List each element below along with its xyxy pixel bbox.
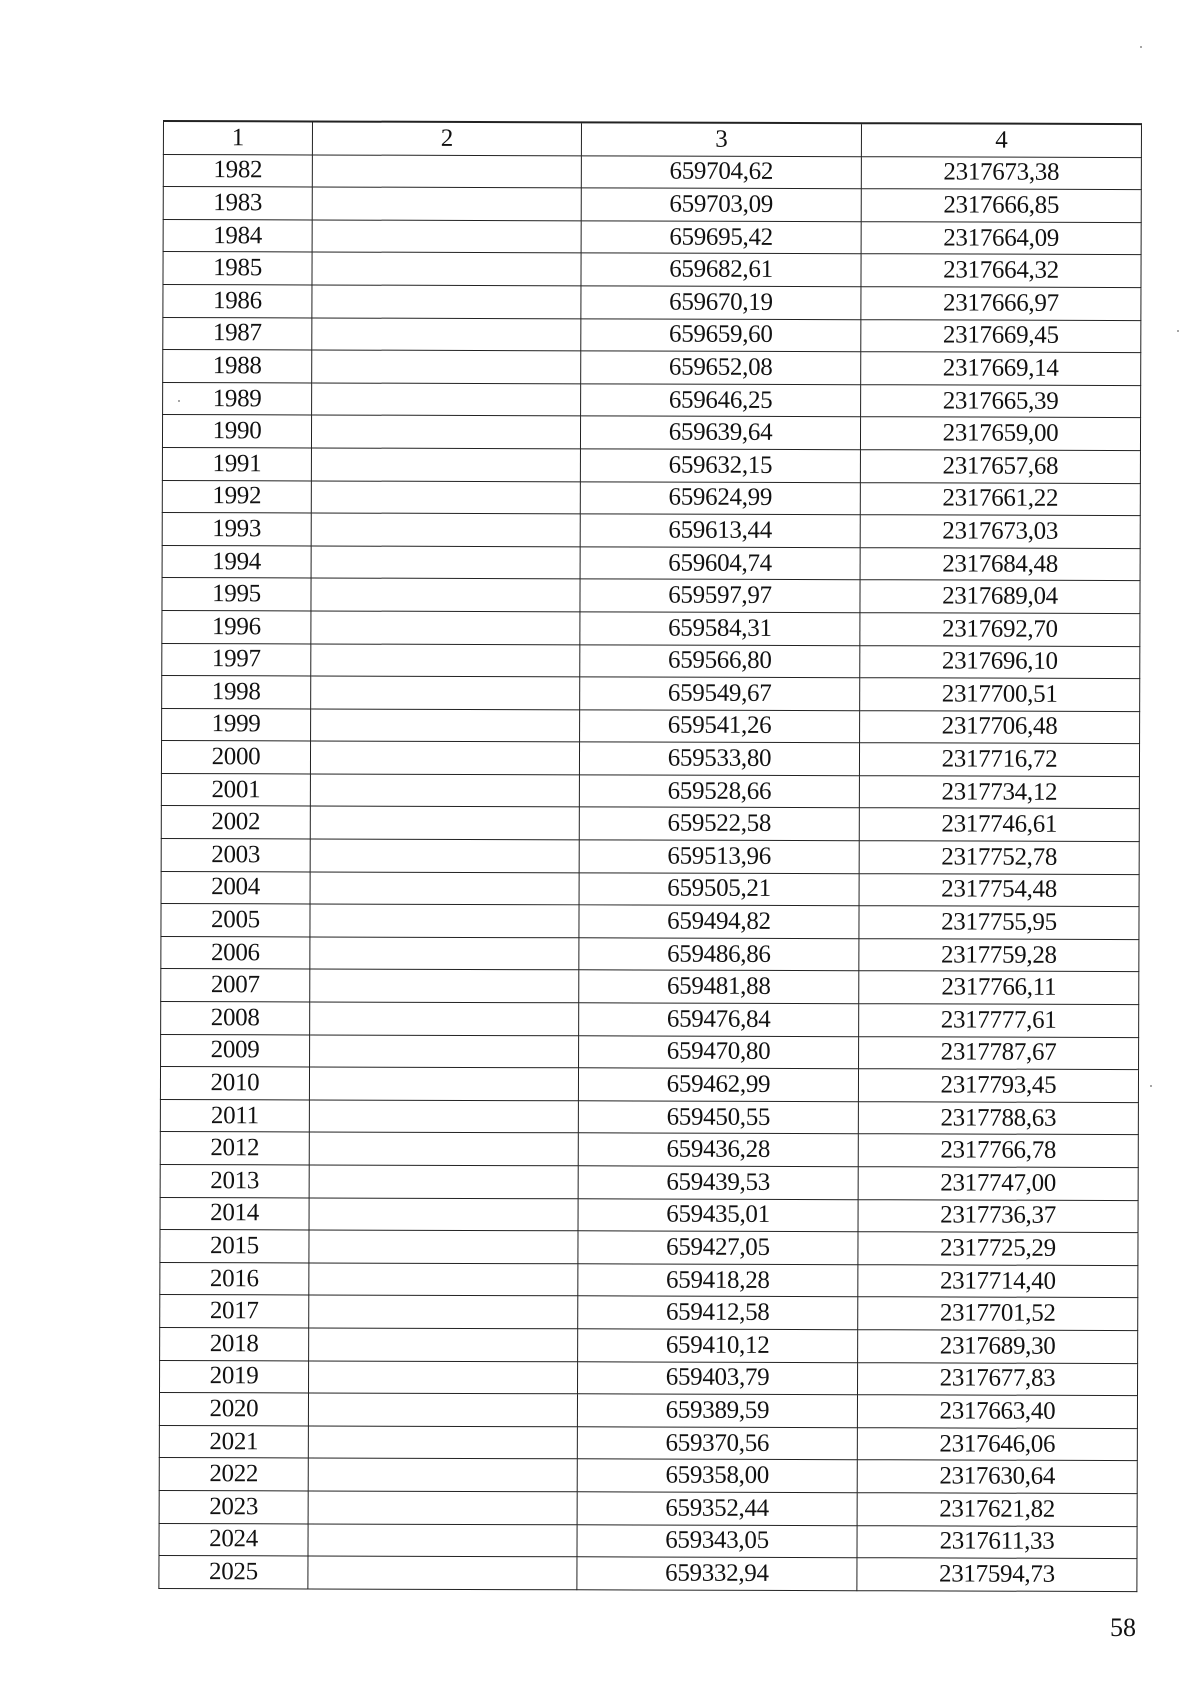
column-header-2: 2 (312, 121, 581, 155)
empty-cell (311, 676, 580, 709)
y-coordinate-cell: 2317793,45 (858, 1069, 1138, 1102)
point-number-cell: 2018 (160, 1327, 309, 1360)
point-number-cell: 2014 (160, 1197, 309, 1230)
x-coordinate-cell: 659352,44 (577, 1492, 857, 1525)
table-row (160, 1197, 1138, 1233)
y-coordinate-cell: 2317646,06 (857, 1427, 1137, 1460)
table-header (163, 121, 1141, 157)
empty-cell (312, 155, 581, 188)
empty-cell (310, 872, 579, 905)
table-row (161, 1034, 1139, 1070)
empty-cell (308, 1393, 577, 1426)
empty-cell (309, 1100, 578, 1133)
empty-cell (310, 969, 579, 1002)
empty-cell (311, 611, 580, 644)
y-coordinate-cell: 2317696,10 (860, 645, 1140, 678)
table-row (163, 317, 1141, 353)
header-row (163, 121, 1141, 157)
x-coordinate-cell: 659476,84 (579, 1003, 859, 1036)
empty-cell (312, 350, 581, 383)
x-coordinate-cell: 659481,88 (579, 970, 859, 1003)
empty-cell (309, 1198, 578, 1231)
y-coordinate-cell: 2317664,09 (861, 221, 1141, 254)
empty-cell (309, 1295, 578, 1328)
point-number-cell: 1982 (163, 154, 312, 187)
x-coordinate-cell: 659358,00 (577, 1459, 857, 1492)
x-coordinate-cell: 659604,74 (580, 547, 860, 580)
y-coordinate-cell: 2317677,83 (857, 1362, 1137, 1395)
y-coordinate-cell: 2317701,52 (858, 1297, 1138, 1330)
y-coordinate-cell: 2317777,61 (859, 1004, 1139, 1037)
point-number-cell: 1996 (162, 610, 311, 643)
page-number: 58 (1110, 1613, 1136, 1642)
y-coordinate-cell: 2317747,00 (858, 1167, 1138, 1200)
scan-speck (178, 400, 180, 402)
point-number-cell: 1994 (162, 545, 311, 578)
point-number-cell: 2011 (160, 1099, 309, 1132)
x-coordinate-cell: 659505,21 (579, 872, 859, 905)
scan-speck (1140, 46, 1142, 48)
x-coordinate-cell: 659403,79 (577, 1361, 857, 1394)
y-coordinate-cell: 2317666,85 (861, 189, 1141, 222)
table-row (162, 643, 1140, 679)
y-coordinate-cell: 2317759,28 (859, 939, 1139, 972)
y-coordinate-cell: 2317673,03 (860, 515, 1140, 548)
table-row (160, 1360, 1138, 1396)
point-number-cell: 2010 (160, 1067, 309, 1100)
x-coordinate-cell: 659566,80 (580, 644, 860, 677)
x-coordinate-cell: 659332,94 (577, 1557, 857, 1590)
table-row (161, 741, 1139, 777)
y-coordinate-cell: 2317665,39 (861, 384, 1141, 417)
x-coordinate-cell: 659439,53 (578, 1166, 858, 1199)
table-row (163, 284, 1141, 320)
point-number-cell: 1999 (162, 708, 311, 741)
x-coordinate-cell: 659418,28 (578, 1264, 858, 1297)
empty-cell (310, 774, 579, 807)
empty-cell (311, 415, 580, 448)
table-row (160, 1067, 1138, 1103)
point-number-cell: 2006 (161, 936, 310, 969)
empty-cell (311, 480, 580, 513)
column-header-3: 3 (581, 122, 861, 156)
table-row (162, 545, 1140, 581)
table-row (163, 252, 1141, 288)
point-number-cell: 1989 (163, 382, 312, 415)
scan-speck (1150, 1085, 1152, 1087)
empty-cell (311, 546, 580, 579)
empty-cell (310, 1002, 579, 1035)
table-row (162, 676, 1140, 712)
y-coordinate-cell: 2317787,67 (859, 1036, 1139, 1069)
y-coordinate-cell: 2317657,68 (860, 450, 1140, 483)
y-coordinate-cell: 2317716,72 (859, 743, 1139, 776)
point-number-cell: 1997 (162, 643, 311, 676)
point-number-cell: 2002 (161, 806, 310, 839)
point-number-cell: 2023 (159, 1490, 308, 1523)
point-number-cell: 2021 (159, 1425, 308, 1458)
table-row (160, 1099, 1138, 1135)
y-coordinate-cell: 2317594,73 (857, 1558, 1137, 1591)
point-number-cell: 1991 (162, 447, 311, 480)
point-number-cell: 2008 (161, 1002, 310, 1035)
empty-cell (309, 1263, 578, 1296)
table-row (160, 1262, 1138, 1298)
table-row (163, 154, 1141, 190)
empty-cell (309, 1132, 578, 1165)
y-coordinate-cell: 2317666,97 (861, 287, 1141, 320)
table-row (159, 1490, 1137, 1526)
point-number-cell: 1986 (163, 284, 312, 317)
y-coordinate-cell: 2317725,29 (858, 1232, 1138, 1265)
point-number-cell: 2013 (160, 1164, 309, 1197)
point-number-cell: 1987 (163, 317, 312, 350)
y-coordinate-cell: 2317669,45 (861, 319, 1141, 352)
point-number-cell: 1988 (163, 350, 312, 383)
empty-cell (312, 220, 581, 253)
x-coordinate-cell: 659410,12 (578, 1329, 858, 1362)
column-header-4: 4 (861, 123, 1141, 157)
table-row (162, 610, 1140, 646)
empty-cell (312, 187, 581, 220)
y-coordinate-cell: 2317754,48 (859, 873, 1139, 906)
table-row (161, 871, 1139, 907)
y-coordinate-cell: 2317684,48 (860, 547, 1140, 580)
y-coordinate-cell: 2317788,63 (858, 1102, 1138, 1135)
empty-cell (310, 839, 579, 872)
table-row (159, 1425, 1137, 1461)
x-coordinate-cell: 659494,82 (579, 905, 859, 938)
point-number-cell: 2000 (161, 741, 310, 774)
empty-cell (309, 1230, 578, 1263)
empty-cell (311, 513, 580, 546)
empty-cell (312, 318, 581, 351)
x-coordinate-cell: 659584,31 (580, 612, 860, 645)
x-coordinate-cell: 659343,05 (577, 1524, 857, 1557)
x-coordinate-cell: 659370,56 (577, 1427, 857, 1460)
x-coordinate-cell: 659652,08 (581, 351, 861, 384)
y-coordinate-cell: 2317663,40 (857, 1395, 1137, 1428)
x-coordinate-cell: 659646,25 (581, 384, 861, 417)
y-coordinate-cell: 2317766,11 (859, 971, 1139, 1004)
empty-cell (309, 1165, 578, 1198)
table-body (159, 154, 1142, 1591)
table-row (162, 447, 1140, 483)
point-number-cell: 2015 (160, 1230, 309, 1263)
empty-cell (308, 1458, 577, 1491)
table-row (163, 350, 1141, 386)
point-number-cell: 2005 (161, 904, 310, 937)
x-coordinate-cell: 659695,42 (581, 221, 861, 254)
y-coordinate-cell: 2317664,32 (861, 254, 1141, 287)
x-coordinate-cell: 659670,19 (581, 286, 861, 319)
point-number-cell: 1998 (162, 676, 311, 709)
y-coordinate-cell: 2317673,38 (861, 156, 1141, 189)
column-header-1: 1 (163, 121, 312, 155)
x-coordinate-cell: 659427,05 (578, 1231, 858, 1264)
table-row (159, 1393, 1137, 1429)
x-coordinate-cell: 659389,59 (577, 1394, 857, 1427)
empty-cell (311, 578, 580, 611)
point-number-cell: 1990 (162, 415, 311, 448)
y-coordinate-cell: 2317659,00 (860, 417, 1140, 450)
point-number-cell: 2004 (161, 871, 310, 904)
table-row (163, 219, 1141, 255)
table-row (163, 382, 1141, 418)
point-number-cell: 2007 (161, 969, 310, 1002)
empty-cell (310, 741, 579, 774)
table-row (160, 1132, 1138, 1168)
table-row (159, 1523, 1137, 1559)
table-row (161, 904, 1139, 940)
y-coordinate-cell: 2317689,04 (860, 580, 1140, 613)
empty-cell (308, 1426, 577, 1459)
table-row (161, 1002, 1139, 1038)
point-number-cell: 2012 (160, 1132, 309, 1165)
y-coordinate-cell: 2317692,70 (860, 613, 1140, 646)
point-number-cell: 2019 (160, 1360, 309, 1393)
y-coordinate-cell: 2317736,37 (858, 1199, 1138, 1232)
y-coordinate-cell: 2317700,51 (860, 678, 1140, 711)
table-row (162, 415, 1140, 451)
x-coordinate-cell: 659533,80 (579, 742, 859, 775)
table-row (162, 708, 1140, 744)
empty-cell (308, 1523, 577, 1556)
y-coordinate-cell: 2317734,12 (859, 776, 1139, 809)
empty-cell (312, 252, 581, 285)
table-row (161, 806, 1139, 842)
x-coordinate-cell: 659435,01 (578, 1198, 858, 1231)
x-coordinate-cell: 659436,28 (578, 1133, 858, 1166)
y-coordinate-cell: 2317621,82 (857, 1493, 1137, 1526)
x-coordinate-cell: 659522,58 (579, 807, 859, 840)
empty-cell (309, 1328, 578, 1361)
empty-cell (310, 806, 579, 839)
x-coordinate-cell: 659632,15 (580, 449, 860, 482)
table-row (161, 773, 1139, 809)
empty-cell (309, 1067, 578, 1100)
empty-cell (312, 383, 581, 416)
point-number-cell: 2003 (161, 839, 310, 872)
x-coordinate-cell: 659528,66 (579, 775, 859, 808)
y-coordinate-cell: 2317661,22 (860, 482, 1140, 515)
x-coordinate-cell: 659541,26 (580, 709, 860, 742)
empty-cell (312, 285, 581, 318)
x-coordinate-cell: 659703,09 (581, 188, 861, 221)
table-row (162, 578, 1140, 614)
x-coordinate-cell: 659624,99 (580, 481, 860, 514)
y-coordinate-cell: 2317706,48 (860, 710, 1140, 743)
table-row (161, 936, 1139, 972)
empty-cell (310, 937, 579, 970)
y-coordinate-cell: 2317746,61 (859, 808, 1139, 841)
x-coordinate-cell: 659486,86 (579, 938, 859, 971)
point-number-cell: 1995 (162, 578, 311, 611)
point-number-cell: 2024 (159, 1523, 308, 1556)
x-coordinate-cell: 659659,60 (581, 318, 861, 351)
empty-cell (310, 904, 579, 937)
x-coordinate-cell: 659549,67 (580, 677, 860, 710)
point-number-cell: 1993 (162, 513, 311, 546)
table-row (161, 839, 1139, 875)
point-number-cell: 2009 (161, 1034, 310, 1067)
x-coordinate-cell: 659470,80 (579, 1035, 859, 1068)
point-number-cell: 1984 (163, 219, 312, 252)
point-number-cell: 2022 (159, 1458, 308, 1491)
empty-cell (310, 1035, 579, 1068)
table-row (160, 1230, 1138, 1266)
y-coordinate-cell: 2317755,95 (859, 906, 1139, 939)
y-coordinate-cell: 2317630,64 (857, 1460, 1137, 1493)
empty-cell (311, 448, 580, 481)
empty-cell (311, 643, 580, 676)
empty-cell (309, 1361, 578, 1394)
table-row (161, 969, 1139, 1005)
empty-cell (308, 1556, 577, 1589)
x-coordinate-cell: 659682,61 (581, 253, 861, 286)
table-row (163, 187, 1141, 223)
empty-cell (308, 1491, 577, 1524)
x-coordinate-cell: 659704,62 (581, 155, 861, 188)
empty-cell (311, 709, 580, 742)
y-coordinate-cell: 2317669,14 (861, 352, 1141, 385)
x-coordinate-cell: 659513,96 (579, 840, 859, 873)
point-number-cell: 1992 (162, 480, 311, 513)
table-row (160, 1295, 1138, 1331)
x-coordinate-cell: 659597,97 (580, 579, 860, 612)
point-number-cell: 1983 (163, 187, 312, 220)
table-row (162, 513, 1140, 549)
x-coordinate-cell: 659412,58 (578, 1296, 858, 1329)
y-coordinate-cell: 2317611,33 (857, 1525, 1137, 1558)
table-row (159, 1556, 1137, 1592)
point-number-cell: 1985 (163, 252, 312, 285)
y-coordinate-cell: 2317689,30 (858, 1330, 1138, 1363)
x-coordinate-cell: 659639,64 (580, 416, 860, 449)
point-number-cell: 2025 (159, 1556, 308, 1589)
y-coordinate-cell: 2317766,78 (858, 1134, 1138, 1167)
table-row (159, 1458, 1137, 1494)
y-coordinate-cell: 2317714,40 (858, 1264, 1138, 1297)
table-row (160, 1164, 1138, 1200)
scan-speck (1177, 330, 1179, 332)
y-coordinate-cell: 2317752,78 (859, 841, 1139, 874)
x-coordinate-cell: 659450,55 (578, 1101, 858, 1134)
point-number-cell: 2016 (160, 1262, 309, 1295)
table-row (162, 480, 1140, 516)
table-row (160, 1327, 1138, 1363)
point-number-cell: 2017 (160, 1295, 309, 1328)
x-coordinate-cell: 659462,99 (578, 1068, 858, 1101)
x-coordinate-cell: 659613,44 (580, 514, 860, 547)
point-number-cell: 2001 (161, 773, 310, 806)
point-number-cell: 2020 (159, 1393, 308, 1426)
coordinates-table (158, 120, 1142, 1592)
